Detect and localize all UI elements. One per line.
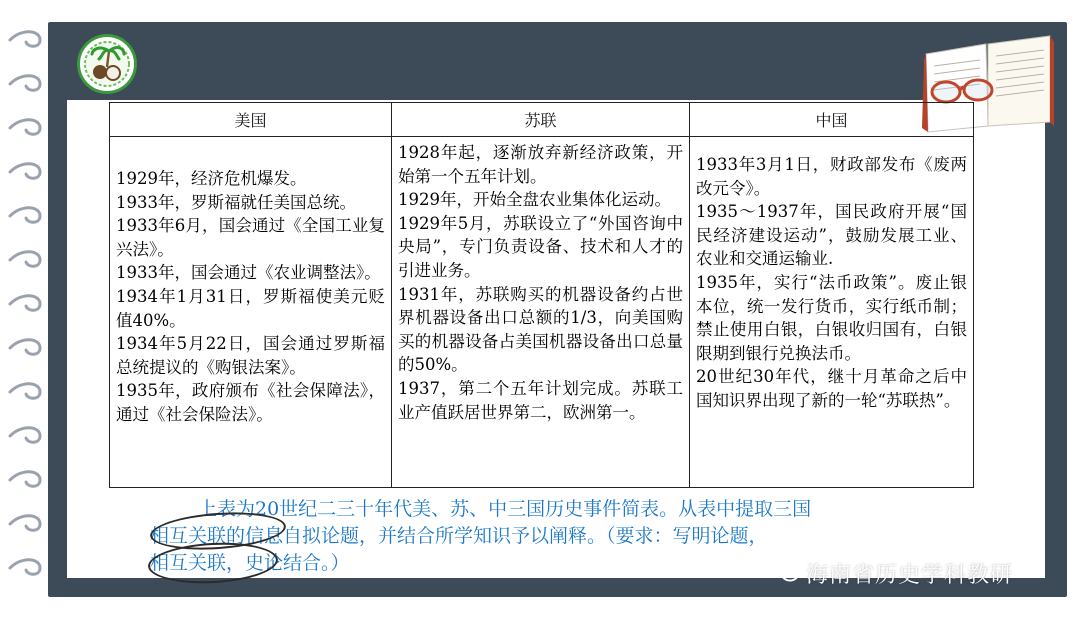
header-usa: 美国: [110, 103, 392, 137]
question-line-3: 相互关联，史论结合。）: [150, 552, 350, 574]
china-event: 20世纪30年代，继十月革命之后中国知识界出现了新的一轮“苏联热”。: [696, 367, 967, 410]
ussr-event: 1929年5月，苏联设立了“外国咨询中央局”，专门负责设备、技术和人才的引进业务。: [398, 213, 683, 280]
usa-event: 1929年，经济危机爆发。: [116, 169, 307, 188]
ussr-event: 1929年，开始全盘农业集体化运动。: [398, 190, 671, 210]
ussr-event: 1928年起，逐渐放弃新经济政策，开始第一个五年计划。: [398, 143, 683, 186]
header-ussr: 苏联: [392, 103, 690, 137]
table-header-row: [110, 103, 974, 137]
usa-event: 1935年，政府颁布《社会保障法》，通过《社会保险法》。: [116, 381, 385, 424]
header-china: 中国: [690, 103, 974, 137]
china-event: 1933年3月1日，财政部发布《废两改元令》。: [696, 155, 967, 198]
china-event: 1935年，实行“法币政策”。废止银本位，统一发行货币，实行纸币制；禁止使用白银，白银收归国有，白银限期到银行兑换法币。: [696, 272, 967, 363]
question-line-2: 相互关联的信息自拟论题，并结合所学知识予以阐释。（要求：写明论题，: [150, 525, 768, 547]
coconut-logo: [77, 34, 137, 94]
usa-event: 1933年6月，国会通过《全国工业复兴法》。: [116, 216, 385, 259]
usa-event: 1933年，国会通过《农业调整法》。: [116, 263, 381, 283]
usa-column-cell: [110, 137, 392, 488]
spiral-binding: [0, 0, 48, 619]
china-column-cell: [690, 137, 974, 488]
question-line-1: 上表为20世纪二三十年代美、苏、中三国历史事件简表。从表中提取三国: [198, 498, 812, 520]
ussr-event: 1931年，苏联购买的机器设备约占世界机器设备出口总额的1/3，向美国购买的机器设备占美国机器设备出口总量的50%。: [398, 284, 683, 375]
china-event: 1935～1937年，国民政府开展“国民经济建设运动”，鼓励发展工业、农业和交通运输业.: [696, 202, 967, 269]
ussr-column-cell: [392, 137, 690, 488]
usa-event: 1934年1月31日，罗斯福使美元贬值40%。: [116, 286, 385, 330]
events-table: [109, 102, 974, 488]
usa-event: 1933年，罗斯福就任美国总统。: [116, 192, 356, 212]
table-row: [110, 137, 974, 488]
wechat-icon: [770, 558, 800, 584]
usa-event: 1934年5月22日，国会通过罗斯福总统提议的《购银法案》。: [116, 334, 385, 377]
watermark-text: 海南省历史学科教研: [806, 563, 1014, 588]
ussr-event: 1937，第二个五年计划完成。苏联工业产值跃居世界第二，欧洲第一。: [398, 378, 683, 422]
